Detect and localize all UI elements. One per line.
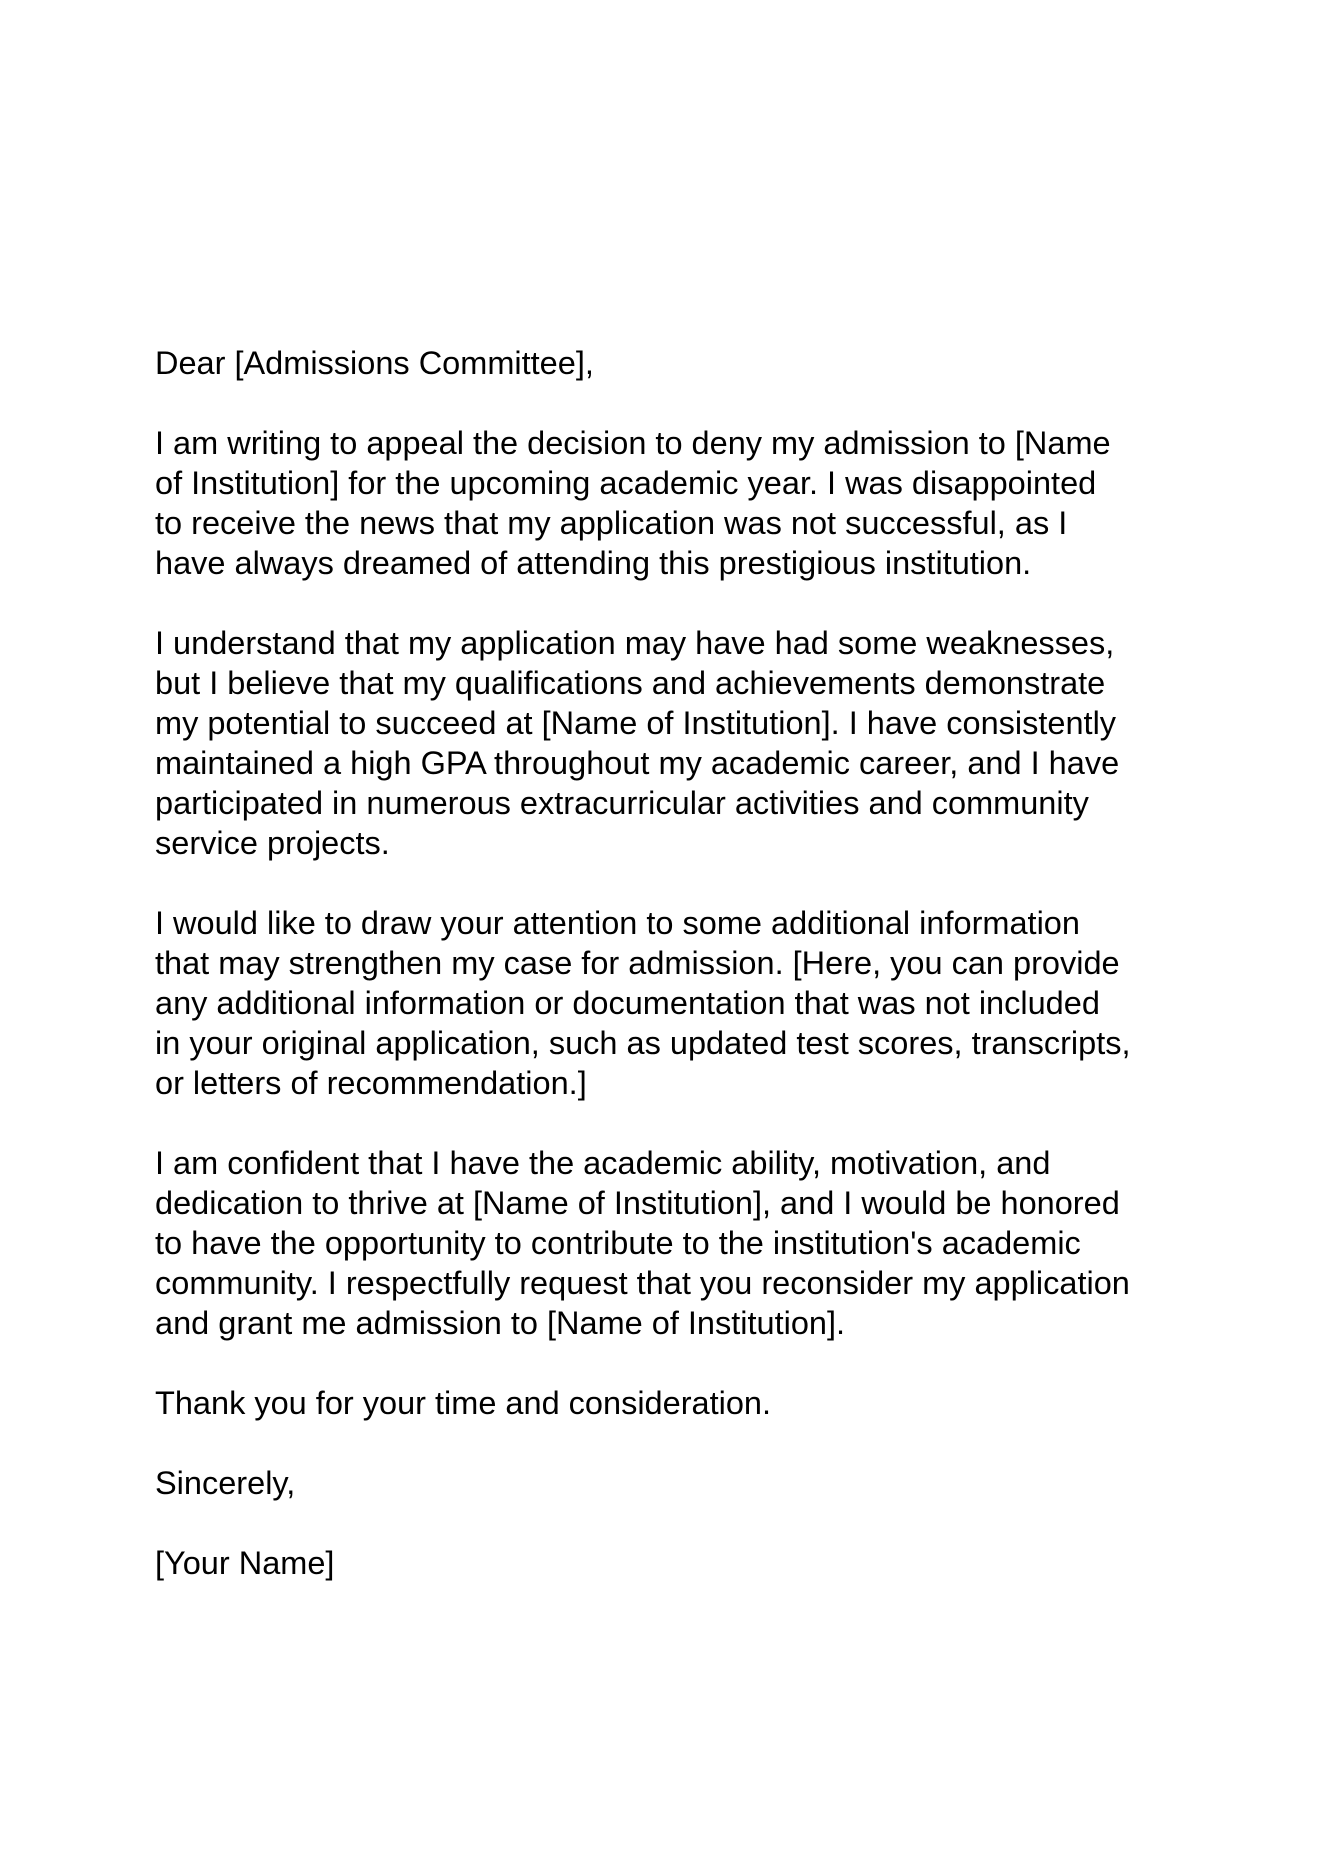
paragraph-request: [155, 1143, 1215, 1343]
paragraph-line: I would like to draw your attention to some additional information: [155, 905, 1080, 941]
paragraph-line: that may strengthen my case for admission. [Here, you can provide: [155, 945, 1120, 981]
paragraph-line: of Institution] for the upcoming academic year. I was disappointed: [155, 465, 1097, 501]
salutation-line: Dear [Admissions Committee],: [155, 345, 594, 381]
paragraph-line: or letters of recommendation.]: [155, 1065, 587, 1101]
signature: [155, 1543, 1215, 1583]
paragraph-appeal: [155, 423, 1215, 583]
paragraph-line: and grant me admission to [Name of Institution].: [155, 1305, 846, 1341]
paragraph-line: maintained a high GPA throughout my academic career, and I have: [155, 745, 1120, 781]
paragraph-qualifications: [155, 623, 1215, 863]
paragraph-line: participated in numerous extracurricular activities and community: [155, 785, 1089, 821]
closing-text: Sincerely,: [155, 1465, 296, 1501]
paragraph-line: I am confident that I have the academic ability, motivation, and: [155, 1145, 1051, 1181]
signature-text: [Your Name]: [155, 1545, 335, 1581]
letter-body: [155, 343, 1215, 1583]
paragraph-additional-info: [155, 903, 1215, 1103]
paragraph-line: dedication to thrive at [Name of Institution], and I would be honored: [155, 1185, 1120, 1221]
paragraph-line: but I believe that my qualifications and achievements demonstrate: [155, 665, 1106, 701]
paragraph-line: in your original application, such as updated test scores, transcripts,: [155, 1025, 1131, 1061]
paragraph-line: I understand that my application may have had some weaknesses,: [155, 625, 1115, 661]
paragraph-line: I am writing to appeal the decision to deny my admission to [Name: [155, 425, 1111, 461]
paragraph-line: to have the opportunity to contribute to the institution's academic: [155, 1225, 1081, 1261]
paragraph-line: have always dreamed of attending this prestigious institution.: [155, 545, 1032, 581]
closing: [155, 1463, 1215, 1503]
paragraph-line: my potential to succeed at [Name of Institution]. I have consistently: [155, 705, 1117, 741]
salutation: [155, 343, 1215, 383]
paragraph-line: community. I respectfully request that you reconsider my application: [155, 1265, 1130, 1301]
paragraph-line: any additional information or documentation that was not included: [155, 985, 1100, 1021]
thanks-text: Thank you for your time and consideration.: [155, 1385, 772, 1421]
paragraph-line: service projects.: [155, 825, 390, 861]
thanks-line: [155, 1383, 1215, 1423]
paragraph-line: to receive the news that my application was not successful, as I: [155, 505, 1068, 541]
